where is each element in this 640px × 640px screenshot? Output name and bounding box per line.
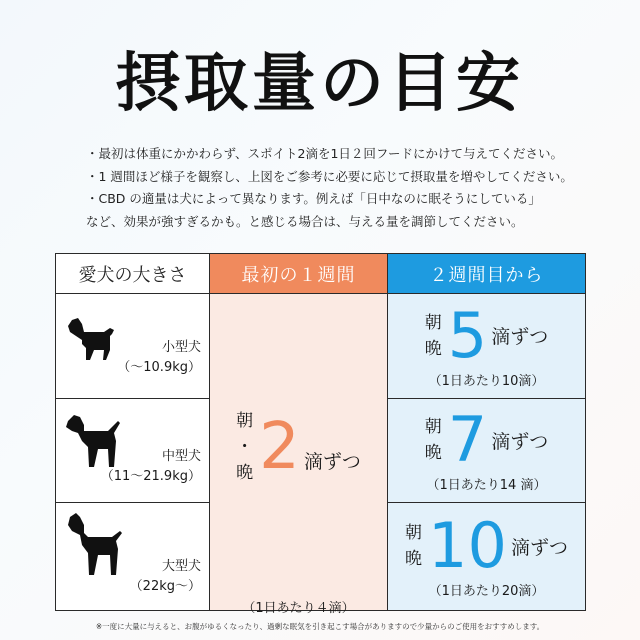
dose-per-day: （1日あたり14 滴） — [426, 478, 547, 493]
note-line: など、効果が強すぎるかも。と感じる場合は、与える量を調節してください。 — [86, 213, 524, 229]
time-am-pm: 朝 晩 — [424, 312, 442, 359]
usage-notes — [86, 143, 586, 233]
time-am-pm: 朝 ・ 晩 — [236, 410, 254, 483]
header-from-week2: ２週間目から — [388, 254, 586, 294]
dose-unit: 滴ずつ — [491, 326, 549, 348]
first-week-cell — [210, 294, 388, 616]
dose-number: 5 — [447, 298, 488, 372]
size-label-medium: 中型犬 （11〜21.9kg） — [100, 449, 201, 484]
large-dog-icon — [62, 511, 128, 577]
week2-cell-small — [388, 294, 586, 399]
small-dog-icon — [64, 316, 120, 364]
header-first-week: 最初の１週間 — [210, 254, 388, 294]
time-am-pm: 朝 晩 — [405, 523, 423, 569]
note-line: ・最初は体重にかかわらず、スポイト2滴を1日２回フードにかけて与えてください。 — [86, 146, 564, 161]
size-cell-small — [56, 294, 210, 399]
dose-number: 2 — [259, 409, 300, 484]
size-cell-large — [56, 503, 210, 611]
week2-cell-medium — [388, 399, 586, 503]
dose-per-day: （1日あたり10滴） — [428, 373, 545, 389]
header-dog-size: 愛犬の大きさ — [56, 254, 210, 294]
time-am-pm: 朝 晩 — [424, 417, 442, 463]
dose-unit: 滴ずつ — [303, 450, 361, 473]
dose-number: 7 — [447, 403, 488, 476]
dosage-table — [55, 253, 586, 616]
size-label-small: 小型犬 （〜10.9kg） — [117, 340, 201, 375]
size-label-large: 大型犬 （22kg〜） — [129, 559, 201, 594]
footer-note: ※一度に大量に与えると、お腹がゆるくなったり、過剰な眠気を引き起こす場合がありますので少量からのご使用をおすすめします。 — [95, 622, 545, 631]
week2-cell-large — [388, 503, 586, 611]
size-cell-medium — [56, 399, 210, 503]
dose-unit: 滴ずつ — [491, 430, 549, 453]
dose-number: 10 — [428, 509, 507, 582]
page-title: 摂取量の目安 — [116, 47, 524, 121]
dose-per-day: （1日あたり４滴） — [242, 600, 355, 616]
dose-per-day: （1日あたり20滴） — [428, 584, 545, 599]
note-line: ・1 週間ほど様子を観察し、上図をご参考に必要に応じて摂取量を増やしてください。 — [86, 168, 573, 184]
note-line: ・CBD の適量は犬によって異なります。例えば「日中なのに眠そうにしている」 — [86, 191, 541, 206]
dose-unit: 滴ずつ — [510, 536, 568, 559]
